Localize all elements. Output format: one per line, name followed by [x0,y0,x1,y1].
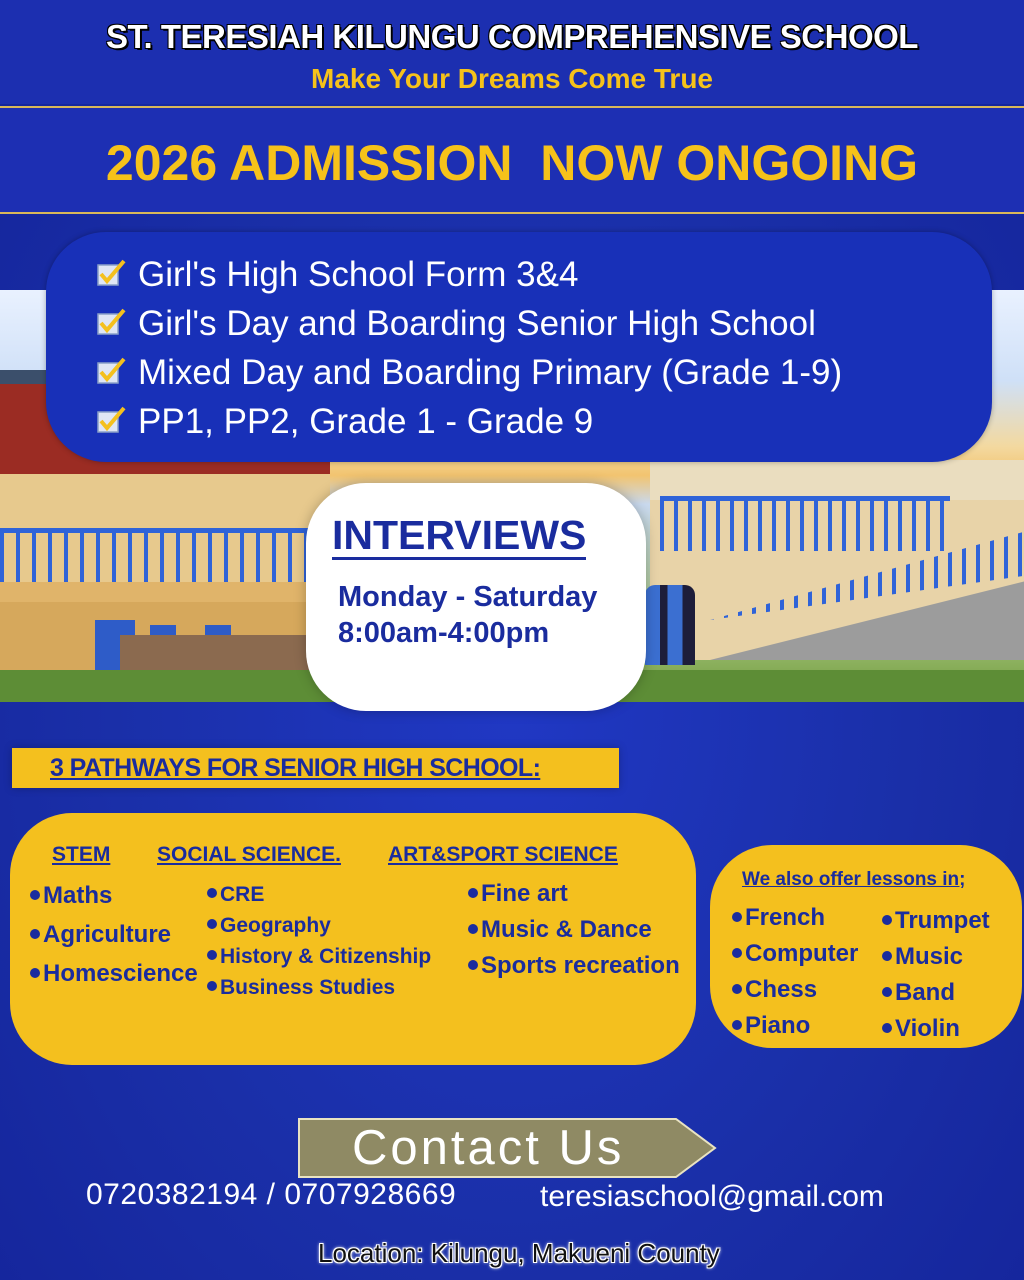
interviews-title: INTERVIEWS [332,512,587,558]
offering-text: Girl's High School Form 3&4 [138,255,579,294]
list-item-text: Fine art [481,880,568,907]
list-item [732,936,858,972]
checkbox-tick-icon [96,406,126,436]
list-item [30,915,198,954]
list-item-text: Agriculture [43,921,172,948]
bullet-dot-icon [468,888,478,898]
list-item-text: Geography [220,914,331,937]
list-item [30,876,198,915]
pathway-heading-stem: STEM [52,843,111,866]
bullet-dot-icon [882,1023,892,1033]
bullet-dot-icon [732,912,742,922]
list-item-text: Computer [745,940,859,967]
interviews-box [306,483,646,711]
offering-item [96,348,842,397]
extra-lessons-list-1 [732,900,858,1044]
list-item [207,910,431,941]
list-item-text: Piano [745,1012,811,1039]
bullet-dot-icon [207,981,217,991]
bullet-dot-icon [732,948,742,958]
list-item [732,972,858,1008]
bullet-dot-icon [207,919,217,929]
list-item-text: Trumpet [895,907,990,934]
offering-item [96,397,842,446]
list-item-text: Business Studies [220,976,396,999]
pathway-heading-art-sport: ART&SPORT SCIENCE [388,843,618,866]
list-item [207,972,431,1003]
checkbox-tick-icon [96,357,126,387]
bullet-dot-icon [207,950,217,960]
school-name: ST. TERESIAH KILUNGU COMPREHENSIVE SCHOOL [106,18,918,55]
list-item [468,876,680,912]
interview-days: Monday - Saturday [338,581,598,613]
checkbox-tick-icon [96,308,126,338]
bullet-dot-icon [468,924,478,934]
list-item [882,939,990,975]
list-item [732,900,858,936]
bullet-dot-icon [468,960,478,970]
bullet-dot-icon [882,951,892,961]
bullet-dot-icon [732,1020,742,1030]
admission-banner [0,106,1024,214]
bullet-dot-icon [207,888,217,898]
social-science-list [207,879,431,1003]
offerings-list [96,250,842,446]
bullet-dot-icon [30,968,40,978]
email-address[interactable]: teresiaschool@gmail.com [540,1180,884,1213]
students-figure [645,585,695,665]
offering-text: Mixed Day and Boarding Primary (Grade 1-9) [138,353,843,392]
contact-us-banner [298,1118,718,1178]
extra-lessons-list-2 [882,903,990,1047]
extra-lessons-heading: We also offer lessons in; [742,869,966,890]
list-item-text: History & Citizenship [220,945,432,968]
list-item-text: Music & Dance [481,916,652,943]
list-item [882,903,990,939]
interview-time: 8:00am-4:00pm [338,617,550,649]
list-item-text: Sports recreation [481,952,680,979]
list-item-text: CRE [220,883,265,906]
phone-numbers: 0720382194 / 0707928669 [86,1178,457,1211]
list-item-text: Chess [745,976,818,1003]
pathways-title-bar [12,748,619,788]
offering-text: Girl's Day and Boarding Senior High School [138,304,816,343]
list-item [732,1008,858,1044]
list-item-text: Band [895,979,955,1006]
list-item-text: French [745,904,826,931]
admission-headline: 2026 ADMISSION NOW ONGOING [105,135,919,191]
list-item [207,941,431,972]
bullet-dot-icon [732,984,742,994]
bullet-dot-icon [30,929,40,939]
list-item-text: Music [895,943,964,970]
bullet-dot-icon [30,890,40,900]
list-item-text: Maths [43,882,113,909]
pathways-title: 3 PATHWAYS FOR SENIOR HIGH SCHOOL: [50,754,541,782]
checkbox-tick-icon [96,259,126,289]
offering-item [96,299,842,348]
offerings-box [46,232,992,462]
pathway-heading-social-science: SOCIAL SCIENCE. [157,843,341,866]
list-item [468,912,680,948]
list-item [207,879,431,910]
list-item [882,1011,990,1047]
art-sport-list [468,876,680,984]
bullet-dot-icon [882,915,892,925]
offering-item [96,250,842,299]
location: Location: Kilungu, Makueni County [318,1238,720,1268]
bullet-dot-icon [882,987,892,997]
offering-text: PP1, PP2, Grade 1 - Grade 9 [138,402,594,441]
contact-us-label: Contact Us [352,1121,625,1175]
list-item-text: Violin [895,1015,960,1042]
list-item-text: Homescience [43,960,198,987]
school-motto: Make Your Dreams Come True [310,63,713,94]
list-item [468,948,680,984]
pathways-box [10,813,696,1065]
header [0,0,1024,104]
list-item [30,954,198,993]
school-building-right [650,460,1024,660]
stem-list [30,876,198,993]
list-item [882,975,990,1011]
extra-lessons-box [710,845,1022,1048]
